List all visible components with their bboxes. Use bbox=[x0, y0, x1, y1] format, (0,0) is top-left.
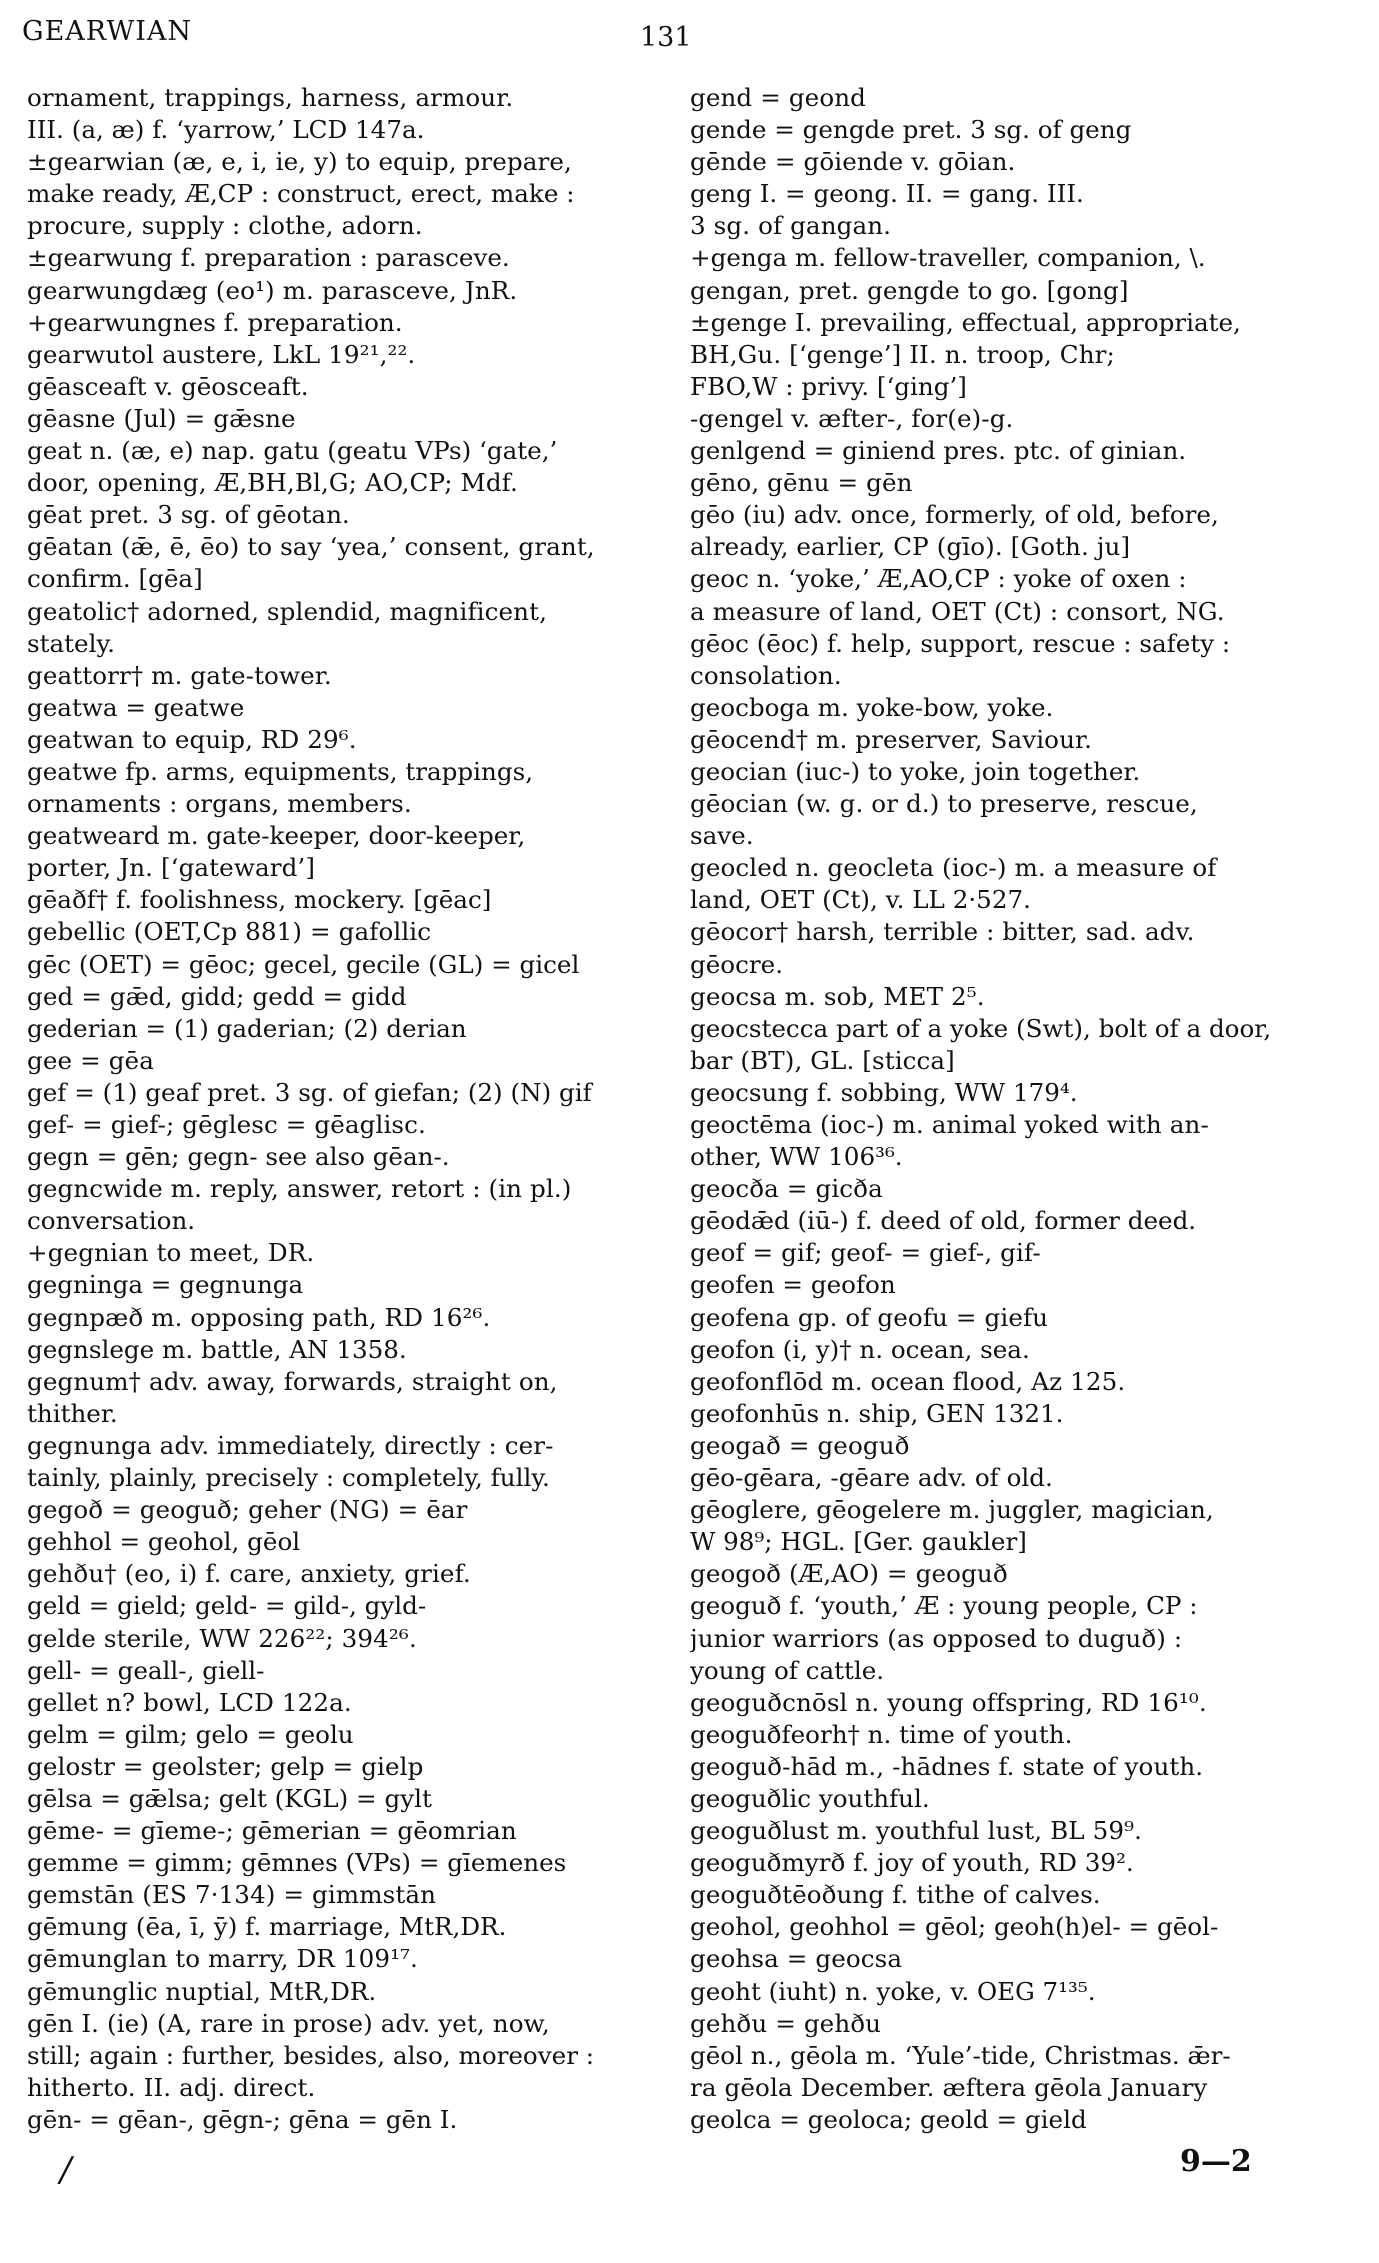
dictionary-line: geofena gp. of geofu = giefu bbox=[690, 1302, 1049, 1332]
dictionary-line: gegninga = gegnunga bbox=[27, 1270, 304, 1300]
dictionary-line: ged = gǣd, gidd; gedd = gidd bbox=[27, 981, 407, 1011]
dictionary-line: geoguðlust m. youthful lust, BL 59⁹. bbox=[690, 1816, 1143, 1846]
dictionary-line: gegnpæð m. opposing path, RD 16²⁶. bbox=[27, 1302, 491, 1332]
dictionary-line: gēocor† harsh, terrible : bitter, sad. adv. bbox=[690, 917, 1195, 947]
dictionary-line: consolation. bbox=[690, 660, 842, 690]
dictionary-line: geng I. = geong. II. = gang. III. bbox=[690, 179, 1084, 209]
dictionary-line: +genga m. fellow-traveller, companion, \. bbox=[690, 243, 1206, 273]
dictionary-line: gearwutol austere, LkL 19²¹,²². bbox=[27, 339, 416, 369]
dictionary-line: ra gēola December. æftera gēola January bbox=[690, 2072, 1208, 2102]
dictionary-line: geatwa = geatwe bbox=[27, 692, 245, 722]
dictionary-line: geocsung f. sobbing, WW 179⁴. bbox=[690, 1077, 1078, 1107]
dictionary-line: geohsa = geocsa bbox=[690, 1944, 903, 1974]
dictionary-line: gend = geond bbox=[690, 83, 867, 112]
dictionary-line: geofen = geofon bbox=[690, 1270, 896, 1300]
dictionary-line: gēatan (ǣ, ē, ēo) to say ‘yea,’ consent, grant, bbox=[27, 532, 595, 562]
dictionary-line: stately. bbox=[27, 628, 115, 658]
dictionary-line: gehðu = gehðu bbox=[690, 2008, 882, 2038]
dictionary-line: gēocre. bbox=[690, 949, 784, 979]
dictionary-line: confirm. [gēa] bbox=[27, 564, 203, 594]
dictionary-line: +gearwungnes f. preparation. bbox=[27, 307, 403, 337]
dictionary-line: geoguðtēoðung f. tithe of calves. bbox=[690, 1880, 1101, 1910]
dictionary-line: geof = gif; geof- = gief-, gif- bbox=[690, 1238, 1041, 1268]
dictionary-line: ±genge I. prevailing, effectual, appropriate, bbox=[690, 307, 1241, 337]
dictionary-line: geocled n. geocleta (ioc-) m. a measure of bbox=[690, 853, 1217, 883]
dictionary-line: geld = gield; geld- = gild-, gyld- bbox=[27, 1591, 427, 1621]
dictionary-line: geatolic† adorned, splendid, magnificent, bbox=[27, 596, 547, 626]
dictionary-line: geogað = geoguð bbox=[690, 1430, 910, 1460]
dictionary-line: geattorr† m. gate-tower. bbox=[27, 660, 332, 690]
dictionary-line: gegnunga adv. immediately, directly : cer- bbox=[27, 1430, 554, 1460]
dictionary-line: geocstecca part of a yoke (Swt), bolt of a door, bbox=[690, 1013, 1272, 1043]
dictionary-line: make ready, Æ,CP : construct, erect, make : bbox=[27, 179, 575, 209]
dictionary-line: junior warriors (as opposed to duguð) : bbox=[690, 1623, 1183, 1653]
dictionary-line: door, opening, Æ,BH,Bl,G; AO,CP; Mdf. bbox=[27, 468, 518, 498]
dictionary-line: -gengel v. æfter-, for(e)-g. bbox=[690, 403, 1014, 433]
dictionary-line: geofon (i, y)† n. ocean, sea. bbox=[690, 1334, 1030, 1364]
dictionary-line: gelde sterile, WW 226²²; 394²⁶. bbox=[27, 1623, 417, 1653]
dictionary-line: gegncwide m. reply, answer, retort : (in pl.) bbox=[27, 1174, 572, 1204]
dictionary-line: land, OET (Ct), v. LL 2·527. bbox=[690, 885, 1031, 915]
dictionary-line: already, earlier, CP (gīo). [Goth. ju] bbox=[690, 532, 1131, 562]
dictionary-line: other, WW 106³⁶. bbox=[690, 1142, 903, 1172]
dictionary-line: geocboga m. yoke-bow, yoke. bbox=[690, 692, 1054, 722]
page-number: 131 bbox=[640, 22, 692, 53]
dictionary-line: +gegnian to meet, DR. bbox=[27, 1238, 315, 1268]
dictionary-line: still; again : further, besides, also, moreover : bbox=[27, 2040, 595, 2070]
dictionary-line: gēocian (w. g. or d.) to preserve, rescue, bbox=[690, 789, 1198, 819]
dictionary-line: gearwungdæg (eo¹) m. parasceve, JnR. bbox=[27, 275, 518, 305]
dictionary-line: geofonhūs n. ship, GEN 1321. bbox=[690, 1398, 1064, 1428]
dictionary-line: bar (BT), GL. [sticca] bbox=[690, 1045, 955, 1075]
dictionary-line: gēo (iu) adv. once, formerly, of old, before, bbox=[690, 500, 1219, 530]
dictionary-line: gēaðf† f. foolishness, mockery. [gēac] bbox=[27, 885, 492, 915]
dictionary-line: geofonflōd m. ocean flood, Az 125. bbox=[690, 1366, 1126, 1396]
dictionary-line: gēasne (Jul) = gǣsne bbox=[27, 403, 296, 433]
dictionary-line: geat n. (æ, e) nap. gatu (geatu VPs) ‘gate,’ bbox=[27, 436, 558, 466]
signature-mark: 9—2 bbox=[1180, 2144, 1252, 2179]
dictionary-line: geocða = gicða bbox=[690, 1174, 883, 1204]
dictionary-line: gēoglere, gēogelere m. juggler, magician, bbox=[690, 1495, 1214, 1525]
dictionary-line: gef = (1) geaf pret. 3 sg. of giefan; (2) (N) gif bbox=[27, 1077, 592, 1107]
dictionary-line: gēol n., gēola m. ‘Yule’-tide, Christmas. ǣr- bbox=[690, 2040, 1231, 2070]
dictionary-line: genlgend = giniend pres. ptc. of ginian. bbox=[690, 436, 1187, 466]
dictionary-line: geohol, geohhol = gēol; geoh(h)el- = gēol- bbox=[690, 1912, 1219, 1942]
dictionary-line: gēat pret. 3 sg. of gēotan. bbox=[27, 500, 350, 530]
dictionary-line: porter, Jn. [‘gateward’] bbox=[27, 853, 316, 883]
dictionary-line: gehhol = geohol, gēol bbox=[27, 1527, 301, 1557]
dictionary-line: FBO,W : privy. [‘ging’] bbox=[690, 371, 967, 401]
dictionary-line: gef- = gief-; gēglesc = gēaglisc. bbox=[27, 1110, 426, 1139]
dictionary-line: ornaments : organs, members. bbox=[27, 789, 412, 819]
dictionary-line: geocsa m. sob, MET 2⁵. bbox=[690, 981, 985, 1011]
dictionary-line: gemme = gimm; gēmnes (VPs) = gīemenes bbox=[27, 1848, 567, 1878]
dictionary-line: gelm = gilm; gelo = geolu bbox=[27, 1719, 354, 1749]
dictionary-line: ornament, trappings, harness, armour. bbox=[27, 83, 514, 112]
dictionary-line: gegnum† adv. away, forwards, straight on, bbox=[27, 1366, 558, 1396]
dictionary-line: geoguð-hād m., -hādnes f. state of youth. bbox=[690, 1751, 1204, 1781]
dictionary-line: young of cattle. bbox=[690, 1655, 885, 1685]
dictionary-line: geatwan to equip, RD 29⁶. bbox=[27, 724, 357, 754]
dictionary-line: BH,Gu. [‘genge’] II. n. troop, Chr; bbox=[690, 339, 1115, 369]
dictionary-line: gēocend† m. preserver, Saviour. bbox=[690, 724, 1093, 754]
dictionary-line: geoctēma (ioc-) m. animal yoked with an- bbox=[690, 1110, 1209, 1139]
dictionary-line: ±gearwian (æ, e, i, ie, y) to equip, prepare, bbox=[27, 147, 572, 177]
dictionary-line: geoc n. ‘yoke,’ Æ,AO,CP : yoke of oxen : bbox=[690, 564, 1187, 594]
dictionary-line: procure, supply : clothe, adorn. bbox=[27, 211, 423, 241]
dictionary-line: gebellic (OET,Cp 881) = gafollic bbox=[27, 917, 432, 947]
dictionary-line: gegn = gēn; gegn- see also gēan-. bbox=[27, 1142, 450, 1172]
dictionary-line: gee = gēa bbox=[27, 1045, 154, 1075]
dictionary-line: gengan, pret. gengde to go. [gong] bbox=[690, 275, 1129, 305]
dictionary-line: geatweard m. gate-keeper, door-keeper, bbox=[27, 821, 526, 851]
footer-mark: / bbox=[60, 2150, 72, 2190]
dictionary-line: tainly, plainly, precisely : completely, fully. bbox=[27, 1463, 550, 1493]
dictionary-line: gēmunglic nuptial, MtR,DR. bbox=[27, 1976, 377, 2006]
dictionary-line: gederian = (1) gaderian; (2) derian bbox=[27, 1013, 467, 1043]
dictionary-line: conversation. bbox=[27, 1206, 196, 1236]
dictionary-line: thither. bbox=[27, 1398, 118, 1428]
dictionary-line: gēn I. (ie) (A, rare in prose) adv. yet, now, bbox=[27, 2008, 550, 2038]
dictionary-line: geoguðfeorh† n. time of youth. bbox=[690, 1719, 1073, 1749]
dictionary-line: III. (a, æ) f. ‘yarrow,’ LCD 147a. bbox=[27, 115, 425, 145]
dictionary-line: gēmung (ēa, ī, ȳ) f. marriage, MtR,DR. bbox=[27, 1912, 507, 1942]
dictionary-line: gegoð = geoguð; geher (NG) = ēar bbox=[27, 1495, 468, 1525]
dictionary-line: ±gearwung f. preparation : parasceve. bbox=[27, 243, 510, 273]
dictionary-line: gehðu† (eo, i) f. care, anxiety, grief. bbox=[27, 1559, 471, 1589]
dictionary-line: gēme- = gīeme-; gēmerian = gēomrian bbox=[27, 1816, 517, 1846]
dictionary-line: geoguðcnōsl n. young offspring, RD 16¹⁰. bbox=[690, 1687, 1207, 1717]
dictionary-line: gelostr = geolster; gelp = gielp bbox=[27, 1751, 424, 1781]
dictionary-line: gende = gengde pret. 3 sg. of geng bbox=[690, 115, 1132, 145]
running-head: GEARWIAN bbox=[22, 16, 193, 47]
dictionary-line: gēo-gēara, -gēare adv. of old. bbox=[690, 1463, 1053, 1493]
dictionary-line: save. bbox=[690, 821, 754, 851]
dictionary-line: gell- = geall-, giell- bbox=[27, 1655, 265, 1685]
dictionary-line: gellet n? bowl, LCD 122a. bbox=[27, 1687, 352, 1717]
dictionary-line: gēnde = gōiende v. gōian. bbox=[690, 147, 1016, 177]
dictionary-line: gemstān (ES 7·134) = gimmstān bbox=[27, 1880, 437, 1910]
dictionary-line: geogoð (Æ,AO) = geoguð bbox=[690, 1559, 1008, 1589]
dictionary-line: a measure of land, OET (Ct) : consort, NG. bbox=[690, 596, 1225, 626]
dictionary-line: gēasceaft v. gēosceaft. bbox=[27, 371, 309, 401]
dictionary-line: gēn- = gēan-, gēgn-; gēna = gēn I. bbox=[27, 2104, 458, 2134]
dictionary-line: gēodǣd (iū-) f. deed of old, former deed. bbox=[690, 1206, 1197, 1236]
dictionary-line: geoht (iuht) n. yoke, v. OEG 7¹³⁵. bbox=[690, 1976, 1096, 2006]
dictionary-line: gēlsa = gǣlsa; gelt (KGL) = gylt bbox=[27, 1783, 432, 1813]
dictionary-line: 3 sg. of gangan. bbox=[690, 211, 892, 241]
dictionary-line: hitherto. II. adj. direct. bbox=[27, 2072, 316, 2102]
dictionary-line: gēmunglan to marry, DR 109¹⁷. bbox=[27, 1944, 418, 1974]
dictionary-line: W 98⁹; HGL. [Ger. gaukler] bbox=[690, 1527, 1027, 1557]
dictionary-line: geoguð f. ‘youth,’ Æ : young people, CP : bbox=[690, 1591, 1198, 1621]
dictionary-line: gēoc (ēoc) f. help, support, rescue : safety : bbox=[690, 628, 1231, 658]
dictionary-line: geatwe fp. arms, equipments, trappings, bbox=[27, 756, 534, 786]
dictionary-line: geoguðlic youthful. bbox=[690, 1783, 930, 1813]
dictionary-line: gēno, gēnu = gēn bbox=[690, 468, 913, 498]
dictionary-line: geocian (iuc-) to yoke, join together. bbox=[690, 756, 1141, 786]
right-column bbox=[690, 82, 1355, 2136]
dictionary-line: geoguðmyrð f. joy of youth, RD 39². bbox=[690, 1848, 1134, 1878]
dictionary-line: geolca = geoloca; geold = gield bbox=[690, 2104, 1087, 2134]
dictionary-line: gegnslege m. battle, AN 1358. bbox=[27, 1334, 407, 1364]
left-column bbox=[27, 82, 685, 2136]
dictionary-line: gēc (OET) = gēoc; gecel, gecile (GL) = gicel bbox=[27, 949, 580, 979]
